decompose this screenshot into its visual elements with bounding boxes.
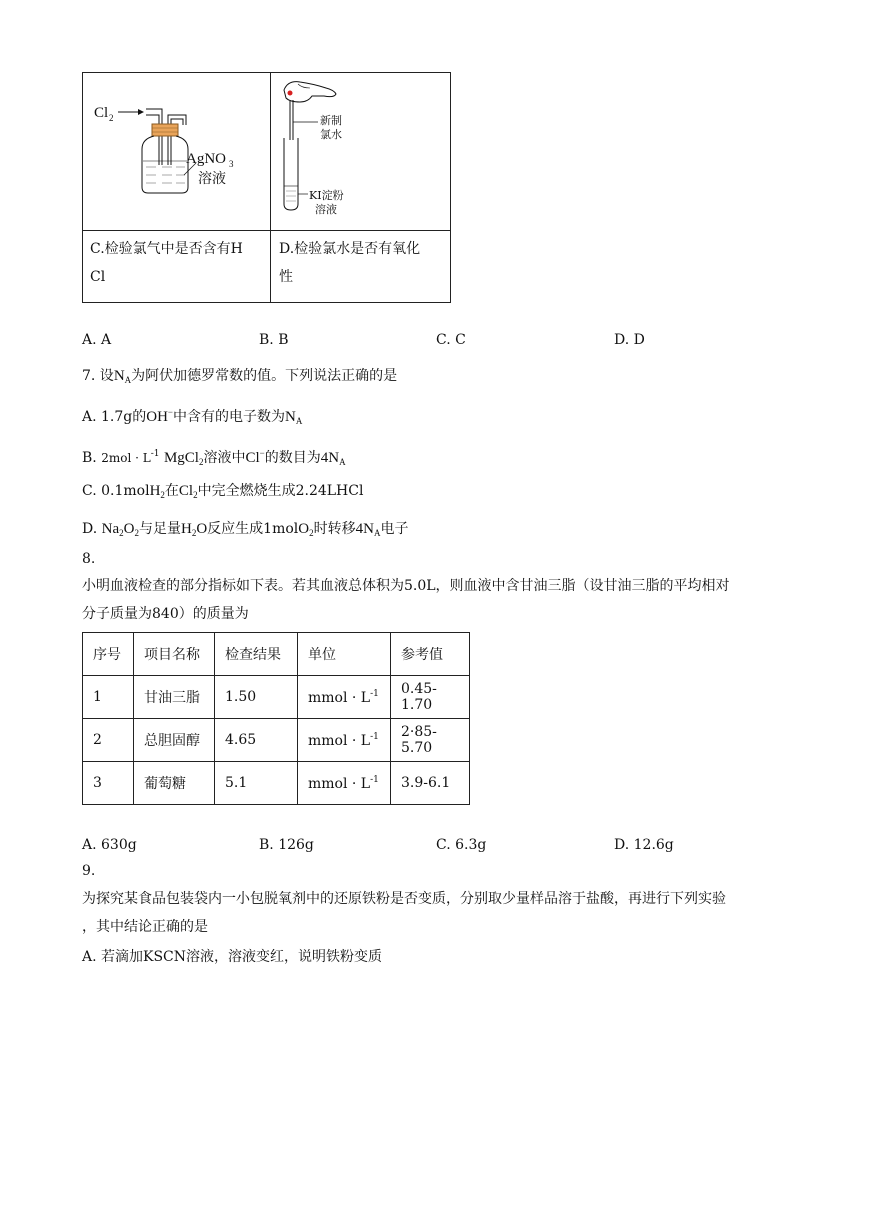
header-cell: 参考值: [391, 633, 470, 676]
option-d-caption: D.检验氯水是否有氧化: [279, 241, 421, 257]
q7-stem: 7. 设$N_A$为阿伏加德罗常数的值。下列说法正确的是: [82, 368, 398, 385]
table-cell: mmol · $L^{-1}$: [298, 676, 391, 719]
q6-option-a[interactable]: A. A: [82, 332, 112, 348]
svg-text:氯水: 氯水: [320, 128, 342, 141]
table-cell: 3: [83, 762, 134, 805]
svg-text:新制: 新制: [320, 114, 342, 127]
q7-option-c[interactable]: C. 0.1molH$_2$在$Cl_2$中完全燃烧生成2.24LHCl: [82, 483, 364, 500]
table-cell: 5.1: [215, 762, 298, 805]
option-c-caption-cont: Cl: [90, 269, 106, 285]
table-cell: 0.45-1.70: [391, 676, 470, 719]
agno3-label: AgNO: [186, 151, 226, 167]
option-c-caption: C.检验氯气中是否含有H: [90, 241, 243, 257]
table-cell: 1.50: [215, 676, 298, 719]
q7-option-d[interactable]: D. $Na_2O_2$与足量$H_2O$反应生成1molO$_2$时转移$4N_A$电子: [82, 521, 409, 538]
table-cell: 3.9-6.1: [391, 762, 470, 805]
header-cell: 单位: [298, 633, 391, 676]
table-cell: mmol · $L^{-1}$: [298, 719, 391, 762]
option-d-caption-cont: 性: [279, 269, 293, 285]
gas-washing-bottle-diagram: [90, 95, 260, 205]
svg-text:3: 3: [229, 159, 234, 169]
dropper-test-tube-diagram: [278, 78, 438, 223]
q9-number: 9.: [82, 863, 96, 879]
cl2-label: Cl: [94, 105, 109, 121]
q8-option-d[interactable]: D. 12.6g: [614, 837, 674, 853]
table-row: [83, 676, 470, 719]
q8-option-b[interactable]: B. 126g: [259, 837, 314, 853]
q9-option-a[interactable]: A. 若滴加KSCN溶液，溶液变红，说明铁粉变质: [82, 949, 383, 965]
table-cell: 葡萄糖: [134, 762, 215, 805]
q8-stem-line2: 分子质量为840）的质量为: [82, 606, 249, 622]
table-cell: 2·85-5.70: [391, 719, 470, 762]
header-cell: 项目名称: [134, 633, 215, 676]
table-header-row: [83, 633, 470, 676]
q8-option-c[interactable]: C. 6.3g: [436, 837, 487, 853]
header-cell: 检查结果: [215, 633, 298, 676]
table-cell: 2: [83, 719, 134, 762]
table-row: [83, 719, 470, 762]
table-cell: 4.65: [215, 719, 298, 762]
q8-number: 8.: [82, 551, 96, 567]
table-row: [83, 762, 470, 805]
table-cell: 总胆固醇: [134, 719, 215, 762]
svg-text:2: 2: [109, 113, 114, 123]
table-cell: 甘油三脂: [134, 676, 215, 719]
q9-stem-line1: 为探究某食品包装袋内一小包脱氧剂中的还原铁粉是否变质，分别取少量样品溶于盐酸，再进行下列实验: [82, 891, 726, 907]
q6-option-b[interactable]: B. B: [259, 332, 289, 348]
svg-text:溶液: 溶液: [315, 203, 337, 216]
table-cell: 1: [83, 676, 134, 719]
header-cell: 序号: [83, 633, 134, 676]
q9-stem-line2: ，其中结论正确的是: [82, 919, 208, 935]
q7-option-b[interactable]: B. $2mol \cdot L^{-1}$ MgCl$_2$溶液中Cl−的数目为$4N_A$: [82, 448, 346, 467]
solution-label: 溶液: [198, 171, 226, 187]
table-cell: mmol · $L^{-1}$: [298, 762, 391, 805]
svg-text:KI淀粉: KI淀粉: [309, 189, 344, 202]
q8-stem-line1: 小明血液检查的部分指标如下表。若其血液总体积为5.0L，则血液中含甘油三脂（设甘油三脂的平均相对: [82, 578, 730, 594]
q8-option-a[interactable]: A. 630g: [82, 837, 137, 853]
blood-test-table: [82, 632, 470, 805]
q6-option-c[interactable]: C. C: [436, 332, 466, 348]
q6-option-d[interactable]: D. D: [614, 332, 645, 348]
q7-option-a[interactable]: A. 1.7g的OH−中含有的电子数为$N_A$: [82, 407, 303, 426]
